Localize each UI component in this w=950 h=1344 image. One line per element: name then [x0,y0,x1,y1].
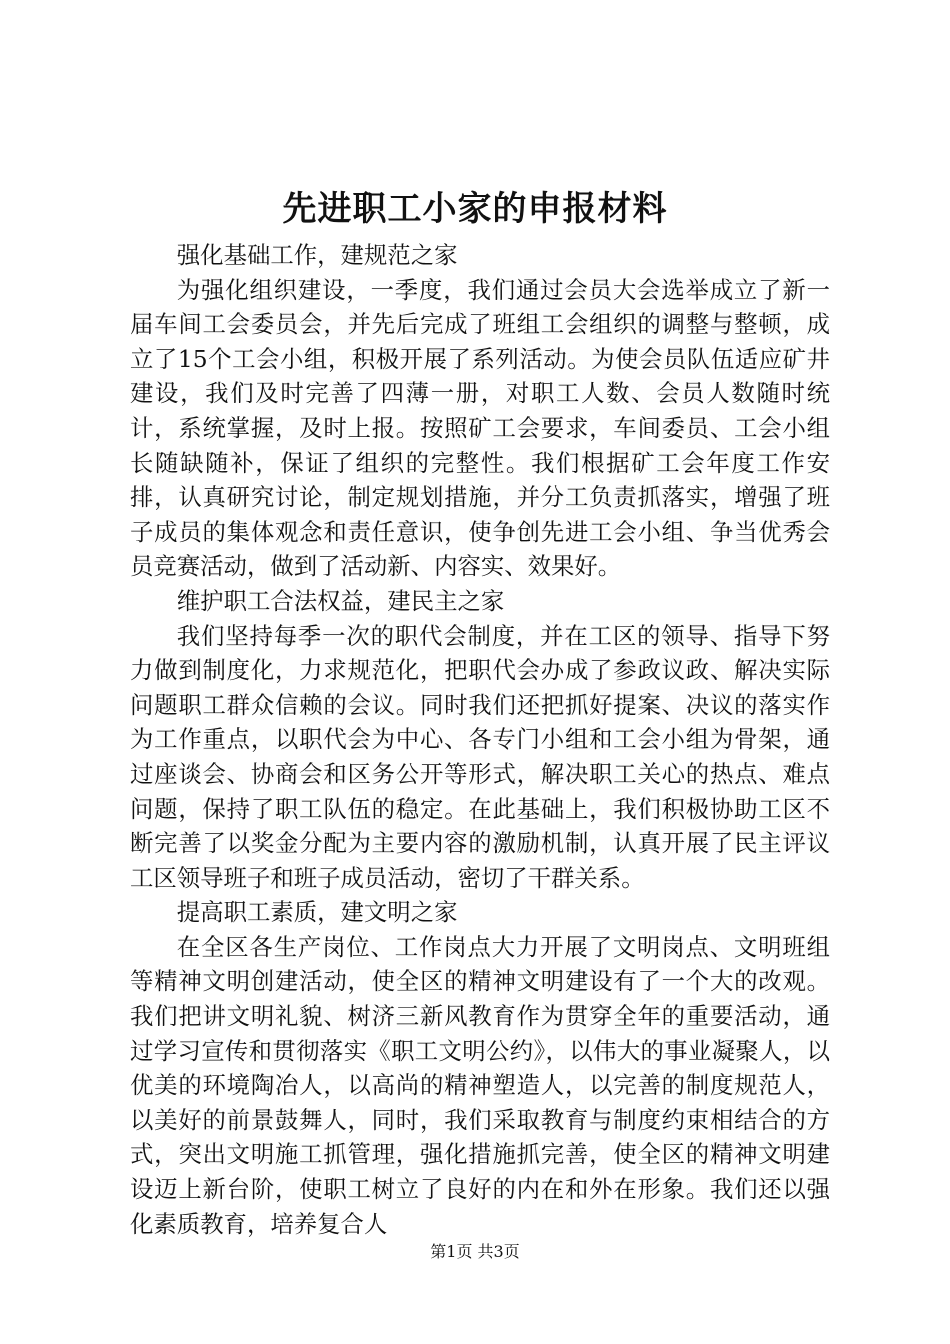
document-body [130,238,830,1241]
page-footer: 第1页 共3页 [430,1242,520,1261]
section-heading-1: 强化基础工作，建规范之家 [176,241,458,269]
document-title: 先进职工小家的申报材料 [282,189,668,229]
section-paragraph-3: 在全区各生产岗位、工作岗点大力开展了文明岗点、文明班组等精神文明创建活动，使全区的精神文明建设有了一个大的改观。我们把讲文明礼貌、树济三新风教育作为贯穿全年的重要活动，通过学习宣传和贯彻落实《职工文明公约》，以伟大的事业凝聚人，以优美的环境陶冶人，以高尚的精神塑造人，以完善的制度规范人，以美好的前景鼓舞人，同时，我们采取教育与制度约束相结合的方式，突出文明施工抓管理，强化措施抓完善，使全区的精神文明建设迈上新台阶，使职工树立了良好的内在和外在形象。我们还以强化素质教育，培养复合人 [130,932,830,1238]
section-heading-3: 提高职工素质，建文明之家 [176,898,458,927]
section-heading-2: 维护职工合法权益，建民主之家 [176,586,505,615]
section-paragraph-1: 为强化组织建设，一季度，我们通过会员大会选举成立了新一届车间工会委员会，并先后完成了班组工会组织的调整与整顿，成立了15个工会小组，积极开展了系列活动。为使会员队伍适应矿井建设，我们及时完善了四薄一册，对职工人数、会员人数随时统计，系统掌握，及时上报。按照矿工会要求，车间委员、工会小组长随缺随补，保证了组织的完整性。我们根据矿工会年度工作安排，认真研究讨论，制定规划措施，并分工负责抓落实，增强了班子成员的集体观念和责任意识，使争创先进工会小组、争当优秀会员竞赛活动，做到了活动新、内容实、效果好。 [130,275,830,581]
section-paragraph-2: 我们坚持每季一次的职代会制度，并在工区的领导、指导下努力做到制度化，力求规范化，把职代会办成了参政议政、解决实际问题职工群众信赖的会议。同时我们还把抓好提案、决议的落实作为工作重点，以职代会为中心、各专门小组和工会小组为骨架，通过座谈会、协商会和区务公开等形式，解决职工关心的热点、难点问题，保持了职工队伍的稳定。在此基础上，我们积极协助工区不断完善了以奖金分配为主要内容的激励机制，认真开展了民主评议工区领导班子和班子成员活动，密切了干群关系。 [130,621,830,892]
